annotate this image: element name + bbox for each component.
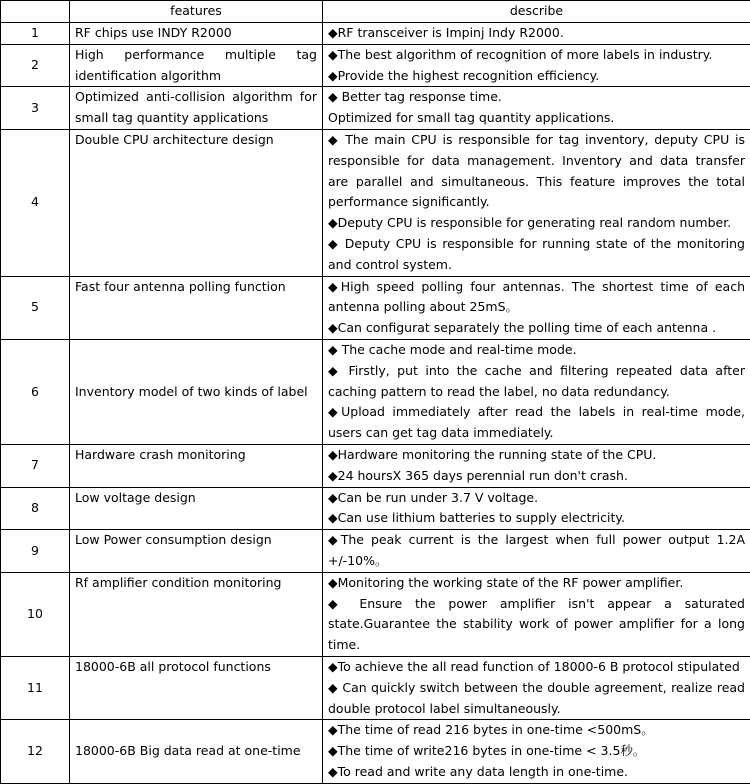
describe-line: ◆Can use lithium batteries to supply electricity. [328,508,745,529]
describe-cell [323,487,750,530]
describe-line: ◆RF transceiver is Impinj Indy R2000. [328,23,745,44]
describe-line: ◆ Better tag response time. [328,87,745,108]
header-describe: describe [323,1,750,23]
describe-line: ◆ The cache mode and real-time mode. [328,340,745,361]
describe-cell [323,22,750,44]
describe-line: ◆ Ensure the power amplifier isn't appear a saturated state.Guarantee the stability work of power amplifier for a long time. [328,594,745,656]
table-row [1,444,750,487]
describe-cell [323,129,750,276]
describe-line: ◆The peak current is the largest when full power output 1.2A +/-10%。 [328,530,745,572]
describe-line: ◆ The main CPU is responsible for tag inventory, deputy CPU is responsible for data management. Inventory and data transfer are parallel and simultaneous. This feature improves the total performance significantly. [328,130,745,213]
row-number: 5 [1,276,70,339]
describe-line: ◆The best algorithm of recognition of more labels in industry. [328,45,745,66]
feature-cell: Double CPU architecture design [70,129,323,276]
feature-cell: High performance multiple tag identification algorithm [70,44,323,87]
describe-line: ◆To read and write any data length in one-time. [328,762,745,783]
row-number: 9 [1,530,70,573]
table-row [1,530,750,573]
describe-line: ◆Upload immediately after read the labels in real-time mode, users can get tag data immediately. [328,402,745,444]
row-number: 3 [1,87,70,130]
row-number: 10 [1,572,70,656]
describe-cell [323,720,750,783]
feature-cell: Low Power consumption design [70,530,323,573]
row-number: 1 [1,22,70,44]
feature-cell: Rf amplifier condition monitoring [70,572,323,656]
header-row [1,1,750,23]
describe-cell [323,44,750,87]
feature-cell: 18000-6B all protocol functions [70,656,323,719]
row-number: 7 [1,444,70,487]
row-number: 12 [1,720,70,783]
describe-line: ◆To achieve the all read function of 18000-6 B protocol stipulated [328,657,745,678]
describe-line: ◆The time of write216 bytes in one-time < 3.5秒。 [328,741,745,762]
row-number: 8 [1,487,70,530]
describe-line: ◆ Firstly, put into the cache and filtering repeated data after caching pattern to read the label, no data redundancy. [328,361,745,403]
feature-cell: Fast four antenna polling function [70,276,323,339]
header-number [1,1,70,23]
row-number: 6 [1,339,70,444]
header-features: features [70,1,323,23]
describe-line: ◆ Can quickly switch between the double agreement, realize read double protocol label simultaneously. [328,678,745,720]
describe-cell [323,530,750,573]
describe-cell [323,339,750,444]
feature-cell: Low voltage design [70,487,323,530]
describe-cell [323,656,750,719]
table-row [1,656,750,719]
describe-line: ◆24 hoursX 365 days perennial run don't crash. [328,466,745,487]
table-row [1,44,750,87]
feature-cell: 18000-6B Big data read at one-time [70,720,323,783]
describe-cell [323,572,750,656]
row-number: 2 [1,44,70,87]
table-row [1,22,750,44]
describe-line: ◆Hardware monitoring the running state of the CPU. [328,445,745,466]
row-number: 4 [1,129,70,276]
table-row [1,572,750,656]
feature-cell: Inventory model of two kinds of label [70,339,323,444]
describe-line: ◆Can be run under 3.7 V voltage. [328,488,745,509]
feature-cell: Optimized anti-collision algorithm for small tag quantity applications [70,87,323,130]
describe-cell [323,444,750,487]
feature-cell: Hardware crash monitoring [70,444,323,487]
table-row [1,276,750,339]
describe-line: ◆Monitoring the working state of the RF power amplifier. [328,573,745,594]
table-row [1,720,750,783]
table-row [1,129,750,276]
table-row [1,87,750,130]
describe-line: ◆Provide the highest recognition efficiency. [328,66,745,87]
row-number: 11 [1,656,70,719]
table-row [1,487,750,530]
describe-line: ◆Deputy CPU is responsible for generating real random number. [328,213,745,234]
describe-line: ◆The time of read 216 bytes in one-time <500mS。 [328,720,745,741]
feature-cell: RF chips use INDY R2000 [70,22,323,44]
describe-line: ◆High speed polling four antennas. The shortest time of each antenna polling about 25mS。 [328,277,745,319]
table-row [1,339,750,444]
describe-cell [323,87,750,130]
describe-cell [323,276,750,339]
describe-line: Optimized for small tag quantity applications. [328,108,745,129]
describe-line: ◆Can configurat separately the polling time of each antenna . [328,318,745,339]
describe-line: ◆ Deputy CPU is responsible for running state of the monitoring and control system. [328,234,745,276]
